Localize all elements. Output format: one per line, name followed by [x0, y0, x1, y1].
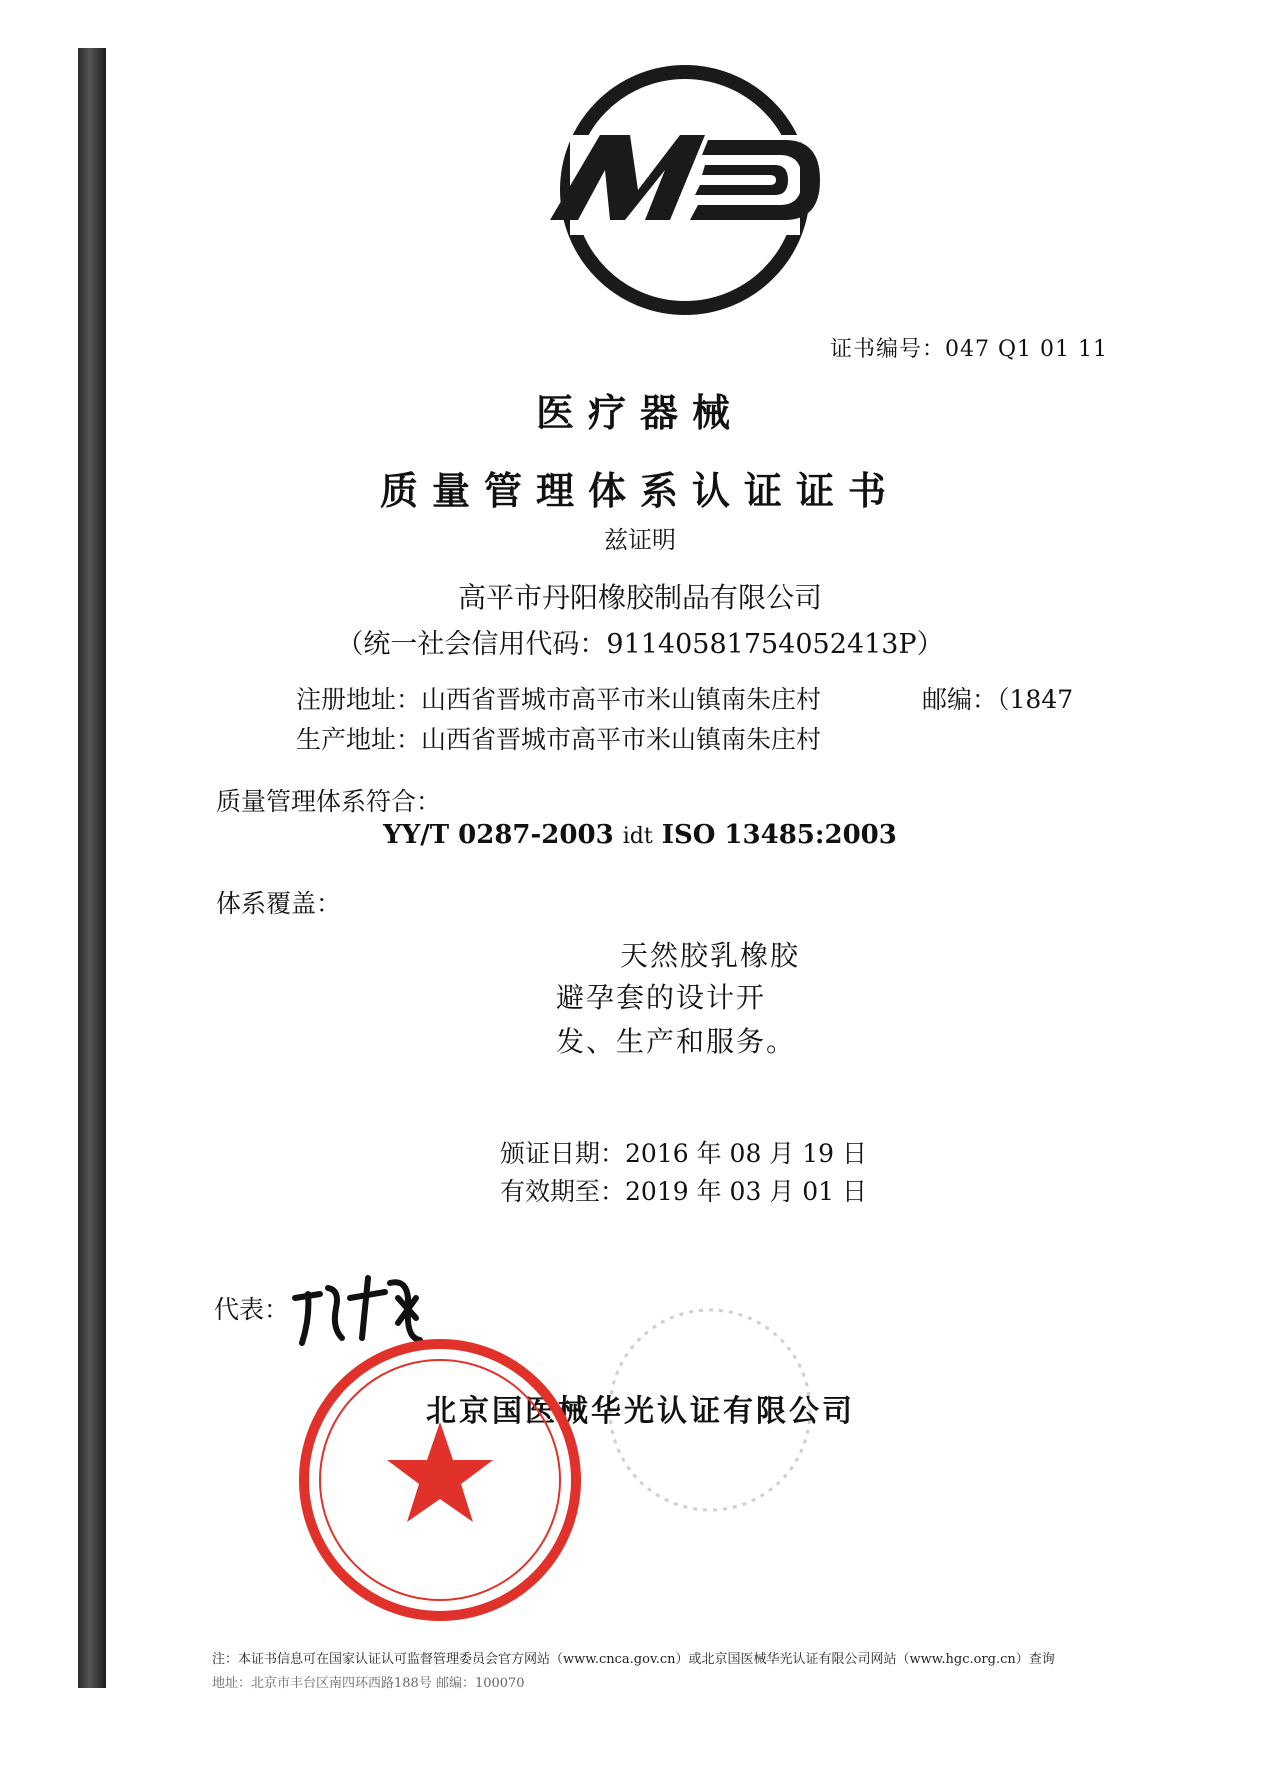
coverage-label: 体系覆盖： — [216, 889, 342, 918]
representative-label: 代表： — [214, 1295, 290, 1324]
credit-code: （统一社会信用代码：91140581754052413P） — [336, 629, 944, 660]
company-seal-icon — [290, 1330, 590, 1630]
production-address-label: 生产地址： — [296, 725, 422, 754]
conformity-label: 质量管理体系符合： — [216, 787, 442, 816]
md-logo-icon — [530, 40, 840, 340]
coverage-line: 避孕套的设计开 — [556, 981, 767, 1014]
postcode-value: （1847 — [997, 685, 1074, 714]
certificate-number-value: 047 Q1 01 11 — [945, 337, 1109, 362]
valid-until-label: 有效期至： — [500, 1177, 626, 1206]
issue-date-value: 2016 年 08 月 19 日 — [625, 1139, 867, 1168]
title-line-2: 质量管理体系认证证书 — [379, 469, 900, 513]
standard-line — [0, 820, 1280, 850]
coverage-line: 发、生产和服务。 — [556, 1025, 797, 1058]
coverage-line: 天然胶乳橡胶 — [620, 939, 801, 972]
issue-date — [500, 1134, 867, 1170]
postcode — [922, 680, 1073, 716]
registered-address-value: 山西省晋城市高平市米山镇南朱庄村 — [421, 685, 822, 714]
footer-address: 地址：北京市丰台区南四环西路188号 邮编：100070 — [212, 1676, 525, 1691]
valid-until — [500, 1172, 867, 1208]
standard-idt: idt — [622, 824, 653, 849]
registered-address — [296, 680, 821, 716]
certificate-number — [830, 332, 1108, 363]
production-address-value: 山西省晋城市高平市米山镇南朱庄村 — [421, 725, 822, 754]
hereby-certify: 兹证明 — [604, 526, 676, 554]
registered-address-label: 注册地址： — [296, 685, 422, 714]
production-address — [296, 720, 821, 756]
certificate-number-label: 证书编号： — [830, 337, 946, 362]
title-line-1: 医疗器械 — [535, 391, 744, 435]
standard-b: ISO 13485:2003 — [661, 820, 897, 850]
standard-a: YY/T 0287-2003 — [383, 820, 614, 850]
company-name: 高平市丹阳橡胶制品有限公司 — [457, 581, 822, 614]
issue-date-label: 颁证日期： — [500, 1139, 626, 1168]
binding-strip — [78, 48, 106, 1688]
postcode-label: 邮编： — [922, 685, 998, 714]
valid-until-value: 2019 年 03 月 01 日 — [625, 1177, 867, 1206]
issuer-name: 北京国医械华光认证有限公司 — [426, 1394, 855, 1429]
footer-note: 注：本证书信息可在国家认证认可监督管理委员会官方网站（www.cnca.gov.cn）或北京国医械华光认证有限公司网站（www.hgc.org.cn）查询 — [212, 1652, 1055, 1667]
